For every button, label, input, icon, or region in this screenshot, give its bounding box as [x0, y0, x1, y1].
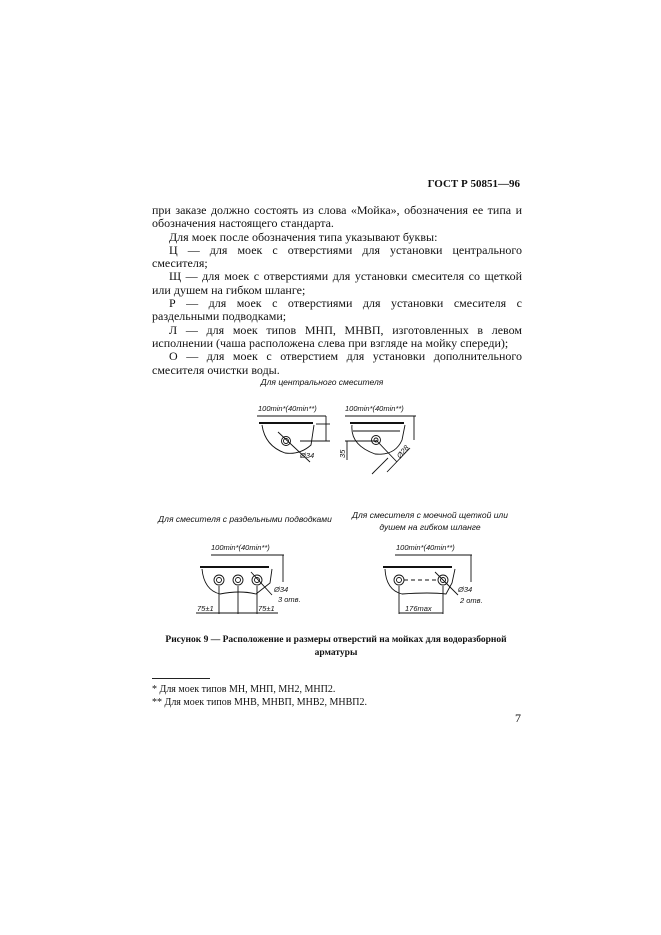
document-header: ГОСТ Р 50851—96	[427, 178, 520, 190]
paragraph: Л — для моек типов МНП, МНВП, изготовленных в левом исполнении (чаша расположена слева при взгляде на мойку спереди);	[152, 322, 522, 350]
distance-label: 100min*(40min**)	[211, 543, 270, 552]
holes-label: 3 отв.	[278, 595, 301, 604]
diagram-central-2	[338, 404, 416, 474]
figure-title	[152, 634, 520, 660]
footnote-divider	[152, 678, 210, 679]
caption-central: Для центрального смесителя	[260, 377, 384, 387]
distance-label: 100min*(40min**)	[396, 543, 455, 552]
max-label: 176max	[405, 604, 432, 613]
footnote: * Для моек типов МН, МНП, МН2, МНП2.	[152, 684, 336, 695]
caption-brush-2: душем на гибком шланге	[379, 522, 481, 532]
d28-label: Ø28	[394, 443, 411, 461]
paragraph: Для моек после обозначения типа указывают буквы:	[169, 229, 438, 244]
v35-label: 35	[338, 449, 347, 458]
caption-separate: Для смесителя с раздельными подводками	[158, 514, 332, 524]
d34-label: Ø34	[458, 585, 473, 594]
paragraph: О — для моек с отверстием для установки дополнительного смесителя очистки воды.	[152, 349, 522, 377]
diagram-brush	[383, 543, 483, 614]
figure-title-line: Рисунок 9 — Расположение и размеры отверстий на мойках для водоразборной	[165, 635, 507, 645]
footnote: ** Для моек типов МНВ, МНВП, МНВ2, МНВП2.	[152, 697, 368, 708]
paragraph: Р — для моек с отверстиями для установки смесителя с раздельными подводками;	[152, 296, 522, 324]
pitch-label: 75±1	[258, 604, 275, 613]
pitch-label: 75±1	[197, 604, 214, 613]
paragraph: Щ — для моек с отверстиями для установки смесителя со щеткой или душем на гибком шланге;	[152, 269, 522, 297]
holes-label: 2 отв.	[460, 596, 483, 605]
diagram-central-1	[257, 404, 330, 462]
paragraph: Ц — для моек с отверстиями для установки центрального смесителя;	[152, 242, 522, 271]
caption-brush-1: Для смесителя с моечной щеткой или	[352, 510, 508, 520]
page-number: 7	[515, 711, 521, 725]
diagram-separate	[196, 543, 301, 614]
distance-label: 100min*(40min**)	[345, 404, 404, 413]
d34-label: Ø34	[300, 451, 315, 460]
d34-label: Ø34	[274, 585, 289, 594]
distance-label: 100min*(40min**)	[258, 404, 317, 413]
paragraph: при заказе должно состоять из слова «Мойка», обозначения ее типа и обозначения настоящего стандарта.	[152, 203, 522, 231]
figure-title-line: арматуры	[314, 648, 358, 658]
